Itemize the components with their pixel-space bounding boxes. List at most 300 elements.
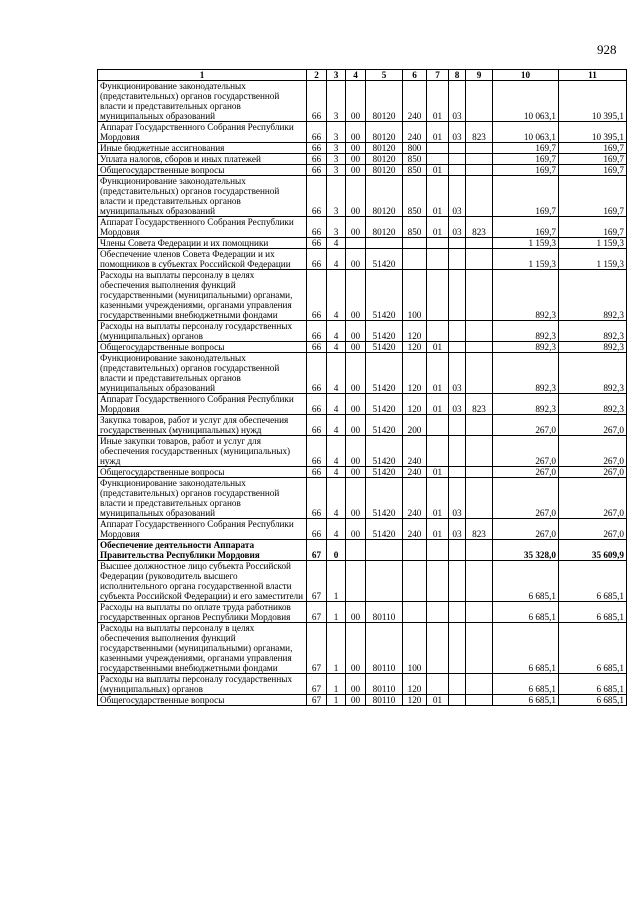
cell-col-5: 80120 <box>366 143 403 154</box>
cell-col-11: 892,3 <box>559 353 627 394</box>
cell-col-9 <box>466 602 493 623</box>
row-name: Уплата налогов, сборов и иных платежей <box>98 154 307 165</box>
cell-col-10: 267,0 <box>493 519 559 540</box>
cell-col-9 <box>466 467 493 478</box>
cell-col-8 <box>449 674 466 695</box>
table-row <box>98 623 627 674</box>
cell-col-4: 00 <box>346 467 366 478</box>
cell-col-7 <box>427 674 449 695</box>
cell-col-9 <box>466 249 493 270</box>
cell-col-9 <box>466 176 493 217</box>
cell-col-5: 80120 <box>366 176 403 217</box>
cell-col-9 <box>466 154 493 165</box>
cell-col-4: 00 <box>346 623 366 674</box>
cell-col-7: 01 <box>427 519 449 540</box>
cell-col-10: 10 063,1 <box>493 122 559 143</box>
cell-col-11: 6 685,1 <box>559 623 627 674</box>
cell-col-3: 3 <box>327 122 346 143</box>
cell-col-3: 4 <box>327 321 346 342</box>
cell-col-4: 00 <box>346 154 366 165</box>
cell-col-8 <box>449 623 466 674</box>
cell-col-8 <box>449 436 466 467</box>
row-name: Закупка товаров, работ и услуг для обеспечения государственных (муниципальных) нужд <box>98 415 307 436</box>
cell-col-7: 01 <box>427 695 449 706</box>
cell-col-8: 03 <box>449 81 466 122</box>
row-name: Расходы на выплаты персоналу государственных (муниципальных) органов <box>98 321 307 342</box>
cell-col-11: 1 159,3 <box>559 249 627 270</box>
table-row <box>98 602 627 623</box>
cell-col-7: 01 <box>427 165 449 176</box>
cell-col-4: 00 <box>346 519 366 540</box>
cell-col-7: 01 <box>427 394 449 415</box>
column-header: 2 <box>307 70 327 81</box>
cell-col-2: 66 <box>307 342 327 353</box>
column-header: 9 <box>466 70 493 81</box>
cell-col-11: 892,3 <box>559 270 627 321</box>
cell-col-4: 00 <box>346 249 366 270</box>
table-row <box>98 217 627 238</box>
table-row <box>98 436 627 467</box>
row-name: Общегосударственные вопросы <box>98 467 307 478</box>
cell-col-5: 51420 <box>366 321 403 342</box>
cell-col-9 <box>466 81 493 122</box>
cell-col-9 <box>466 238 493 249</box>
cell-col-7 <box>427 238 449 249</box>
column-header: 11 <box>559 70 627 81</box>
cell-col-6: 120 <box>403 695 427 706</box>
cell-col-6 <box>403 540 427 561</box>
cell-col-7: 01 <box>427 342 449 353</box>
cell-col-4: 00 <box>346 217 366 238</box>
cell-col-4: 00 <box>346 165 366 176</box>
cell-col-10: 6 685,1 <box>493 623 559 674</box>
row-name: Обеспечение деятельности Аппарата Правительства Республики Мордовия <box>98 540 307 561</box>
cell-col-11: 267,0 <box>559 519 627 540</box>
cell-col-5: 51420 <box>366 415 403 436</box>
cell-col-7 <box>427 436 449 467</box>
cell-col-2: 66 <box>307 436 327 467</box>
cell-col-7 <box>427 623 449 674</box>
cell-col-10: 35 328,0 <box>493 540 559 561</box>
cell-col-3: 3 <box>327 81 346 122</box>
column-header: 1 <box>98 70 307 81</box>
cell-col-4 <box>346 561 366 602</box>
cell-col-3: 3 <box>327 154 346 165</box>
cell-col-5: 51420 <box>366 394 403 415</box>
cell-col-7 <box>427 561 449 602</box>
row-name: Расходы на выплаты персоналу государственных (муниципальных) органов <box>98 674 307 695</box>
cell-col-9 <box>466 353 493 394</box>
cell-col-6: 850 <box>403 154 427 165</box>
row-name: Общегосударственные вопросы <box>98 342 307 353</box>
cell-col-2: 66 <box>307 238 327 249</box>
cell-col-10: 6 685,1 <box>493 695 559 706</box>
row-name: Аппарат Государственного Собрания Республики Мордовия <box>98 217 307 238</box>
cell-col-2: 66 <box>307 270 327 321</box>
cell-col-7: 01 <box>427 478 449 519</box>
cell-col-8 <box>449 540 466 561</box>
cell-col-5: 51420 <box>366 436 403 467</box>
cell-col-11: 892,3 <box>559 342 627 353</box>
cell-col-5: 80110 <box>366 695 403 706</box>
cell-col-3: 4 <box>327 519 346 540</box>
cell-col-5: 51420 <box>366 519 403 540</box>
row-name: Функционирование законодательных (представительных) органов государственной власти и представительных органов муниципальных образований <box>98 478 307 519</box>
cell-col-11: 10 395,1 <box>559 81 627 122</box>
cell-col-3: 1 <box>327 674 346 695</box>
table-row <box>98 154 627 165</box>
row-name: Расходы на выплаты персоналу в целях обеспечения выполнения функций государственными (муниципальными) органами, казенными учреждениями, органами управления государственными внебюджетными фондами <box>98 270 307 321</box>
cell-col-3: 1 <box>327 695 346 706</box>
cell-col-6: 850 <box>403 165 427 176</box>
cell-col-9 <box>466 415 493 436</box>
cell-col-2: 66 <box>307 467 327 478</box>
cell-col-3: 4 <box>327 353 346 394</box>
cell-col-3: 3 <box>327 165 346 176</box>
cell-col-3: 0 <box>327 540 346 561</box>
cell-col-4: 00 <box>346 415 366 436</box>
cell-col-8 <box>449 561 466 602</box>
cell-col-2: 66 <box>307 321 327 342</box>
cell-col-8: 03 <box>449 122 466 143</box>
cell-col-2: 66 <box>307 519 327 540</box>
cell-col-10: 892,3 <box>493 321 559 342</box>
cell-col-5: 80110 <box>366 602 403 623</box>
cell-col-4: 00 <box>346 176 366 217</box>
cell-col-6: 100 <box>403 270 427 321</box>
cell-col-10: 169,7 <box>493 143 559 154</box>
cell-col-7 <box>427 249 449 270</box>
cell-col-2: 66 <box>307 394 327 415</box>
cell-col-11: 267,0 <box>559 436 627 467</box>
cell-col-10: 169,7 <box>493 176 559 217</box>
cell-col-10: 6 685,1 <box>493 674 559 695</box>
cell-col-4: 00 <box>346 394 366 415</box>
cell-col-7: 01 <box>427 353 449 394</box>
table-row <box>98 561 627 602</box>
cell-col-6: 100 <box>403 623 427 674</box>
cell-col-9 <box>466 143 493 154</box>
cell-col-11: 267,0 <box>559 415 627 436</box>
cell-col-2: 67 <box>307 674 327 695</box>
cell-col-6: 120 <box>403 342 427 353</box>
cell-col-4: 00 <box>346 342 366 353</box>
cell-col-11: 6 685,1 <box>559 602 627 623</box>
cell-col-2: 66 <box>307 165 327 176</box>
table-row <box>98 238 627 249</box>
cell-col-7: 01 <box>427 467 449 478</box>
cell-col-10: 6 685,1 <box>493 602 559 623</box>
cell-col-2: 66 <box>307 217 327 238</box>
cell-col-8: 03 <box>449 217 466 238</box>
column-header: 8 <box>449 70 466 81</box>
cell-col-7 <box>427 154 449 165</box>
cell-col-9 <box>466 321 493 342</box>
cell-col-10: 169,7 <box>493 165 559 176</box>
cell-col-7: 01 <box>427 122 449 143</box>
row-name: Иные закупки товаров, работ и услуг для обеспечения государственных (муниципальных) нужд <box>98 436 307 467</box>
table-row <box>98 342 627 353</box>
cell-col-6: 240 <box>403 81 427 122</box>
cell-col-11: 6 685,1 <box>559 674 627 695</box>
cell-col-8 <box>449 415 466 436</box>
table-row <box>98 353 627 394</box>
cell-col-2: 66 <box>307 122 327 143</box>
cell-col-7: 01 <box>427 81 449 122</box>
cell-col-10: 267,0 <box>493 436 559 467</box>
cell-col-10: 892,3 <box>493 270 559 321</box>
table-row <box>98 176 627 217</box>
cell-col-10: 892,3 <box>493 394 559 415</box>
column-header: 3 <box>327 70 346 81</box>
column-header: 7 <box>427 70 449 81</box>
cell-col-11: 6 685,1 <box>559 695 627 706</box>
cell-col-8 <box>449 249 466 270</box>
cell-col-9: 823 <box>466 519 493 540</box>
cell-col-6: 850 <box>403 217 427 238</box>
cell-col-8 <box>449 342 466 353</box>
cell-col-5: 80110 <box>366 623 403 674</box>
cell-col-7 <box>427 415 449 436</box>
cell-col-5: 51420 <box>366 270 403 321</box>
cell-col-8: 03 <box>449 519 466 540</box>
cell-col-7 <box>427 602 449 623</box>
table-body <box>98 81 627 706</box>
cell-col-10: 267,0 <box>493 478 559 519</box>
row-name: Обеспечение членов Совета Федерации и их помощников в субъектах Российской Федерации <box>98 249 307 270</box>
cell-col-10: 267,0 <box>493 415 559 436</box>
column-header: 6 <box>403 70 427 81</box>
cell-col-2: 67 <box>307 561 327 602</box>
cell-col-5: 80120 <box>366 154 403 165</box>
cell-col-6: 120 <box>403 674 427 695</box>
cell-col-9: 823 <box>466 394 493 415</box>
cell-col-6: 850 <box>403 176 427 217</box>
row-name: Аппарат Государственного Собрания Республики Мордовия <box>98 394 307 415</box>
cell-col-11: 169,7 <box>559 154 627 165</box>
cell-col-9 <box>466 561 493 602</box>
cell-col-9 <box>466 623 493 674</box>
cell-col-10: 1 159,3 <box>493 249 559 270</box>
cell-col-3: 4 <box>327 238 346 249</box>
cell-col-6: 240 <box>403 467 427 478</box>
cell-col-4: 00 <box>346 143 366 154</box>
cell-col-8 <box>449 321 466 342</box>
cell-col-2: 66 <box>307 143 327 154</box>
cell-col-6: 240 <box>403 436 427 467</box>
table-row <box>98 394 627 415</box>
cell-col-6: 200 <box>403 415 427 436</box>
cell-col-3: 4 <box>327 415 346 436</box>
cell-col-8 <box>449 270 466 321</box>
cell-col-4: 00 <box>346 270 366 321</box>
cell-col-8: 03 <box>449 394 466 415</box>
cell-col-9 <box>466 342 493 353</box>
cell-col-2: 66 <box>307 249 327 270</box>
table-row <box>98 122 627 143</box>
cell-col-2: 67 <box>307 695 327 706</box>
cell-col-6: 240 <box>403 478 427 519</box>
cell-col-6 <box>403 238 427 249</box>
cell-col-9 <box>466 165 493 176</box>
cell-col-3: 4 <box>327 342 346 353</box>
cell-col-3: 4 <box>327 270 346 321</box>
table-row <box>98 165 627 176</box>
cell-col-9: 823 <box>466 122 493 143</box>
row-name: Функционирование законодательных (представительных) органов государственной власти и представительных органов муниципальных образований <box>98 81 307 122</box>
cell-col-2: 66 <box>307 176 327 217</box>
cell-col-8 <box>449 467 466 478</box>
cell-col-9 <box>466 436 493 467</box>
cell-col-5: 51420 <box>366 342 403 353</box>
cell-col-6 <box>403 249 427 270</box>
cell-col-11: 169,7 <box>559 165 627 176</box>
table-row <box>98 143 627 154</box>
cell-col-10: 892,3 <box>493 353 559 394</box>
row-name: Общегосударственные вопросы <box>98 165 307 176</box>
cell-col-10: 10 063,1 <box>493 81 559 122</box>
cell-col-2: 66 <box>307 154 327 165</box>
cell-col-4: 00 <box>346 353 366 394</box>
cell-col-7 <box>427 540 449 561</box>
cell-col-5 <box>366 540 403 561</box>
cell-col-2: 66 <box>307 81 327 122</box>
cell-col-8 <box>449 602 466 623</box>
cell-col-5 <box>366 561 403 602</box>
cell-col-9 <box>466 270 493 321</box>
cell-col-2: 66 <box>307 353 327 394</box>
row-name: Иные бюджетные ассигнования <box>98 143 307 154</box>
row-name: Члены Совета Федерации и их помощники <box>98 238 307 249</box>
cell-col-10: 169,7 <box>493 217 559 238</box>
cell-col-5: 51420 <box>366 353 403 394</box>
budget-table <box>97 69 627 706</box>
cell-col-4: 00 <box>346 602 366 623</box>
cell-col-3: 1 <box>327 561 346 602</box>
cell-col-3: 1 <box>327 602 346 623</box>
cell-col-2: 66 <box>307 478 327 519</box>
cell-col-2: 66 <box>307 415 327 436</box>
column-header: 4 <box>346 70 366 81</box>
cell-col-10: 6 685,1 <box>493 561 559 602</box>
cell-col-9 <box>466 674 493 695</box>
cell-col-4: 00 <box>346 674 366 695</box>
cell-col-9 <box>466 478 493 519</box>
cell-col-3: 4 <box>327 249 346 270</box>
cell-col-11: 267,0 <box>559 467 627 478</box>
row-name: Расходы на выплаты персоналу в целях обеспечения выполнения функций государственными (муниципальными) органами, казенными учреждениями, органами управления государственными внебюджетными фондами <box>98 623 307 674</box>
cell-col-4: 00 <box>346 321 366 342</box>
cell-col-9 <box>466 540 493 561</box>
table-row <box>98 540 627 561</box>
row-name: Аппарат Государственного Собрания Республики Мордовия <box>98 122 307 143</box>
cell-col-4: 00 <box>346 81 366 122</box>
cell-col-3: 4 <box>327 478 346 519</box>
cell-col-8: 03 <box>449 353 466 394</box>
cell-col-11: 35 609,9 <box>559 540 627 561</box>
cell-col-6: 120 <box>403 353 427 394</box>
cell-col-4 <box>346 238 366 249</box>
row-name: Аппарат Государственного Собрания Республики Мордовия <box>98 519 307 540</box>
cell-col-10: 169,7 <box>493 154 559 165</box>
cell-col-5: 80120 <box>366 165 403 176</box>
cell-col-3: 4 <box>327 394 346 415</box>
cell-col-8: 03 <box>449 176 466 217</box>
row-name: Общегосударственные вопросы <box>98 695 307 706</box>
cell-col-3: 4 <box>327 467 346 478</box>
cell-col-5: 51420 <box>366 467 403 478</box>
cell-col-6: 240 <box>403 122 427 143</box>
cell-col-7: 01 <box>427 176 449 217</box>
page-number: 928 <box>597 42 617 57</box>
cell-col-11: 169,7 <box>559 176 627 217</box>
cell-col-6: 120 <box>403 321 427 342</box>
cell-col-5: 80120 <box>366 217 403 238</box>
cell-col-11: 10 395,1 <box>559 122 627 143</box>
cell-col-3: 3 <box>327 217 346 238</box>
cell-col-11: 169,7 <box>559 143 627 154</box>
cell-col-7 <box>427 270 449 321</box>
table-row <box>98 519 627 540</box>
cell-col-8 <box>449 165 466 176</box>
cell-col-6 <box>403 602 427 623</box>
cell-col-6: 120 <box>403 394 427 415</box>
table-row <box>98 249 627 270</box>
table-row <box>98 674 627 695</box>
column-header: 5 <box>366 70 403 81</box>
cell-col-9: 823 <box>466 217 493 238</box>
cell-col-3: 1 <box>327 623 346 674</box>
cell-col-2: 67 <box>307 623 327 674</box>
cell-col-4: 00 <box>346 478 366 519</box>
table-row <box>98 415 627 436</box>
cell-col-8 <box>449 238 466 249</box>
column-header: 10 <box>493 70 559 81</box>
cell-col-6 <box>403 561 427 602</box>
cell-col-3: 3 <box>327 176 346 217</box>
row-name: Расходы на выплаты по оплате труда работников государственных органов Республики Мордовия <box>98 602 307 623</box>
cell-col-11: 892,3 <box>559 394 627 415</box>
cell-col-6: 240 <box>403 519 427 540</box>
cell-col-10: 892,3 <box>493 342 559 353</box>
cell-col-2: 67 <box>307 540 327 561</box>
row-name: Функционирование законодательных (представительных) органов государственной власти и представительных органов муниципальных образований <box>98 176 307 217</box>
cell-col-8 <box>449 154 466 165</box>
cell-col-11: 892,3 <box>559 321 627 342</box>
table-row <box>98 478 627 519</box>
cell-col-11: 1 159,3 <box>559 238 627 249</box>
cell-col-5: 51420 <box>366 478 403 519</box>
cell-col-8 <box>449 143 466 154</box>
cell-col-3: 3 <box>327 143 346 154</box>
cell-col-5: 80120 <box>366 81 403 122</box>
table-row <box>98 81 627 122</box>
cell-col-5: 80110 <box>366 674 403 695</box>
cell-col-2: 67 <box>307 602 327 623</box>
cell-col-4: 00 <box>346 436 366 467</box>
cell-col-7 <box>427 321 449 342</box>
cell-col-6: 800 <box>403 143 427 154</box>
table-row <box>98 270 627 321</box>
cell-col-4 <box>346 540 366 561</box>
cell-col-5: 51420 <box>366 249 403 270</box>
cell-col-7: 01 <box>427 217 449 238</box>
cell-col-11: 169,7 <box>559 217 627 238</box>
cell-col-8: 03 <box>449 478 466 519</box>
header-row <box>98 70 627 81</box>
row-name: Функционирование законодательных (представительных) органов государственной власти и представительных органов муниципальных образований <box>98 353 307 394</box>
table-row <box>98 321 627 342</box>
